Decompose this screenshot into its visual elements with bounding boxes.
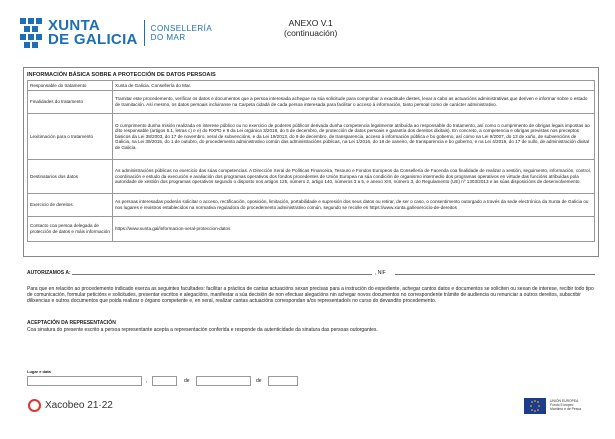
authorized-name-field[interactable] <box>72 266 372 275</box>
row-label: Destinatarios dos datos <box>28 160 113 194</box>
authorized-label: AUTORIZAMOS A: <box>27 270 71 276</box>
row-label: Contacto coa persoa delegada de protección de datos e máis información <box>28 217 113 242</box>
data-protection-table <box>27 80 595 242</box>
row-value: As administracións públicas no exercicio das súas competencias. A Dirección Xeral de Políticas Financeira, Tesouro e Fondos Europeos da Consellería de Facenda coa finalidade de realizar a xestión, seguimento, información, control, coordinación e estudo da execución e avaliación dos programas operativos dos fondos procedentes de Unión Europea na súa condición de organismo intermedio dos programas operativos en virtude das funcións atribuídas pola autoridade de xestión dos programas operativos segundo o disposto nos artigos 125, número 2, artigo 140, números 3 a 5, e anexo XIII, número 3, do Regulamento (UE) nº 1303/2013 e as súas disposicións de desenvolvemento. <box>113 160 595 194</box>
row-value: As persoas interesadas poderán solicitar o acceso, rectificación, oposición, limitación, portabilidade e supresión dos seus datos ou retirar, de ser o caso, o consentimento outorgado a través da sede electrónica da Xunta de Galicia ou nos lugares e rexistros establecidos na normativa reguladora do procedemento administrativo común, segundo se recolle en https://www.xunta.gal/exercicio-de-dereitos <box>113 194 595 217</box>
nif-label: , NIF <box>375 270 386 276</box>
xunta-emblem-icon <box>20 18 44 48</box>
day-field[interactable] <box>152 376 177 386</box>
eu-line3: Marítimo e de Pesca <box>550 407 582 411</box>
data-protection-box <box>23 67 599 257</box>
logo-sub-line2: DO MAR <box>150 33 186 42</box>
eu-fund-text <box>550 399 600 411</box>
row-value: https://www.xunta.gal/informacion-xeral-proteccion-datos <box>113 217 595 242</box>
table-row <box>28 217 595 242</box>
place-date-label: Lugar e data <box>27 369 51 374</box>
xacobeo-logo <box>28 399 113 412</box>
xacobeo-icon <box>28 399 41 412</box>
month-field[interactable] <box>196 376 251 386</box>
row-label: Responsable do tratamento <box>28 81 113 91</box>
year-field[interactable] <box>268 376 298 386</box>
annex-title: ANEXO V.1 <box>288 18 333 28</box>
row-label: Lexitimación para o tratamento <box>28 114 113 160</box>
acceptance-title: ACEPTACIÓN DA REPRESENTACIÓN <box>27 320 116 326</box>
row-value: O cumprimento dunha misión realizada en interese público ou no exercicio de poderes públicos derivada dunha competencia legalmente atribuída ao responsable do tratamento, así como o cumprimento de obrigas legais impostas ao dito responsable (artigos 6.1, letras c) e e) do RXPD e 8 da Lei orgánica 3/2018, do 5 de decembro, de protección de datos persoais e garantía dos dereitos dixitais). En concreto, a competencia e obrigas previstas nos preceptos básicos da Lei 38/2003, do 17 de novembro, xeral de subvencións, e da Lei 19/2013, do 9 de decembro, de transparencia, acceso á información pública e bo goberno, así como na Lei 9/2007, do 13 de xuño, de subvencións de Galicia, na Lei 39/2015, do 1 de outubro, do procedemento administrativo común das administracións públicas, na Lei 1/2016, do 18 de xaneiro, de transparencia e bo goberno, e na Lei 4/2019, do 17 de xullo, de administración dixital de Galicia. <box>113 114 595 160</box>
row-label: Finalidades do tratamento <box>28 91 113 114</box>
authorization-text: Para que en relación ao procedemento indicado exerza as seguintes facultades: facilitar a práctica de cantas actuacións sexan precisas para a instrución do expediente, achegar cantos datos e documentos se soliciten ou sexan de interese, recibir todo tipo de comunicación, formular peticións e solicitudes, presentar escritos e alegacións, manifestar a súa decisión de non efectuar alegacións nin achegar novos documentos no correspondente trámite de audiencia ou renunciar a outros dereitos, subscribir dilixencias e outros documentos que poida realizar o órgano competente e, en xeral, realizar cantas actuacións correspondan a/os representado/s no curso do devandito procedemento. <box>27 286 594 305</box>
table-row <box>28 91 595 114</box>
nif-field[interactable] <box>395 266 595 275</box>
logo-sub-line1: CONSELLERÍA <box>150 24 213 33</box>
data-protection-title: INFORMACIÓN BÁSICA SOBRE A PROTECCIÓN DE DATOS PERSOAIS <box>27 72 216 78</box>
document-header <box>14 14 604 54</box>
logo-divider <box>144 20 145 46</box>
eu-line2: Fondo Europeo <box>550 403 574 407</box>
table-row <box>28 114 595 160</box>
eu-flag-icon <box>524 398 546 414</box>
row-label: Exercicio de dereitos <box>28 194 113 217</box>
table-row <box>28 160 595 194</box>
table-row <box>28 194 595 217</box>
logo-main-line2: DE GALICIA <box>48 31 138 48</box>
xunta-logo <box>20 18 212 48</box>
date-de-2: de <box>256 378 262 384</box>
annex-subtitle: (continuación) <box>284 28 338 38</box>
date-de-1: de <box>184 378 190 384</box>
eu-line1: UNIÓN EUROPEA <box>550 399 579 403</box>
acceptance-text: Coa sinatura do presente escrito a persoa representante acepta a representación conferida e responde da autenticidade da sinatura das persoas outorgantes. <box>27 327 378 333</box>
row-value: Xunta de Galicia. Consellería do Mar. <box>113 81 595 91</box>
xacobeo-text: Xacobeo 21·22 <box>45 400 113 411</box>
logo-main-line1: XUNTA <box>48 17 101 34</box>
table-row <box>28 81 595 91</box>
date-comma: , <box>146 378 148 384</box>
row-value: Tramitar este procedemento, verificar os datos e documentos que a persoa interesada achegue na súa solicitude para comprobar a exactitude destes, levar a cabo as actuacións administrativas que deriven e informar sobre o estado de tramitación. Así mesmo, os datos persoais incluiranse na Carpeta cidadá de cada persoa interesada para facilitar o acceso á información, tanto persoal como de carácter administrativo. <box>113 91 595 114</box>
annex-heading <box>284 18 337 38</box>
place-field[interactable] <box>27 376 142 386</box>
